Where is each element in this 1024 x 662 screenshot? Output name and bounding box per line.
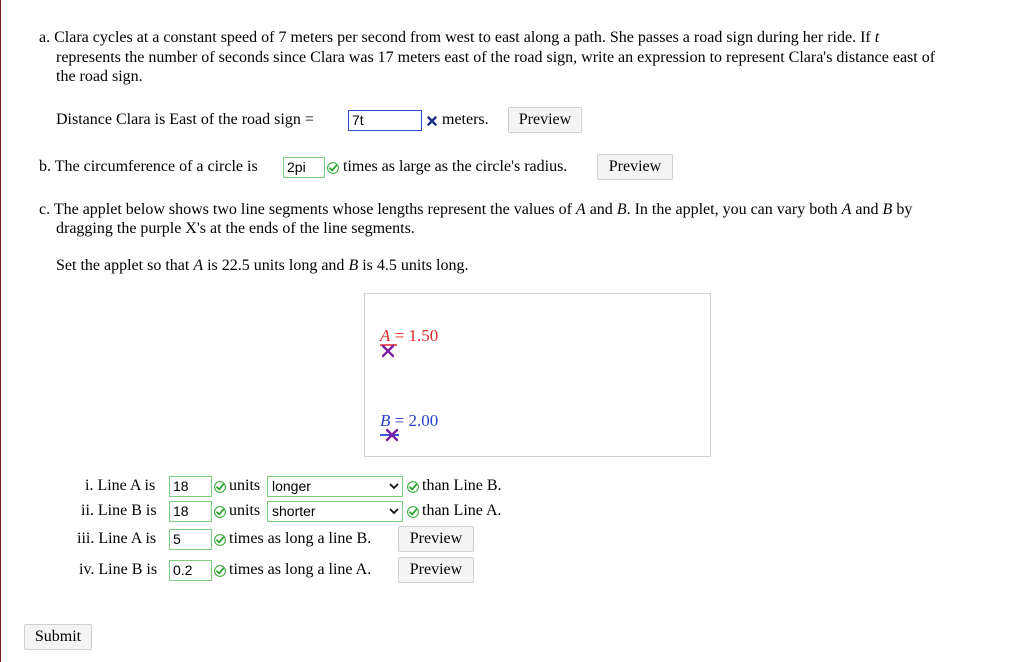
chevron-down-icon: [389, 507, 399, 515]
check-icon: [214, 565, 226, 577]
question-iv-prefix: iv. Line B is: [79, 561, 158, 578]
line-segment-applet[interactable]: [364, 293, 711, 457]
question-i-units: units: [229, 477, 261, 494]
part-c-line2: dragging the purple X's at the ends of the line segments.: [56, 220, 415, 237]
variable-a: A: [575, 201, 586, 218]
purple-x-handle-icon: [383, 346, 393, 356]
applet-b-label: B: [380, 411, 391, 430]
part-a-unit: meters.: [442, 111, 489, 128]
check-icon: [214, 534, 226, 546]
part-a-line3: the road sign.: [56, 68, 143, 85]
variable-b: B: [616, 201, 627, 218]
applet-a-value: = 1.50: [394, 326, 439, 345]
question-iv-answer-input[interactable]: 0.2: [169, 560, 212, 581]
applet-a-label: A: [380, 326, 391, 345]
question-ii-suffix: than Line A.: [422, 502, 502, 519]
question-iii-preview-button[interactable]: Preview: [398, 526, 474, 552]
check-icon: [327, 162, 339, 174]
part-c-line1: [39, 200, 912, 220]
part-c-set-instruction: [56, 256, 468, 276]
set-mid: is 22.5 units long and: [207, 257, 345, 274]
applet-b-value: = 2.00: [394, 411, 439, 430]
part-b-answer-input[interactable]: 2pi: [283, 157, 325, 178]
b-segment-handle[interactable]: [379, 427, 405, 443]
part-c-line1-end: by: [896, 201, 913, 218]
question-i-suffix: than Line B.: [422, 477, 502, 494]
variable-a-2: A: [841, 201, 852, 218]
check-icon: [407, 481, 419, 493]
part-a-prompt: Distance Clara is East of the road sign =: [56, 111, 314, 128]
part-c-line1-text: c. The applet below shows two line segments whose lengths represent the values of: [39, 201, 572, 218]
part-b-suffix: times as large as the circle's radius.: [343, 158, 568, 175]
question-ii-select-value: shorter: [272, 503, 316, 519]
question-iv-preview-button[interactable]: Preview: [398, 557, 474, 583]
submit-button[interactable]: Submit: [24, 624, 92, 650]
check-icon: [214, 481, 226, 493]
check-icon: [214, 506, 226, 518]
question-iii-suffix: times as long a line B.: [229, 530, 372, 547]
a-segment-handle[interactable]: [379, 342, 401, 358]
check-icon: [407, 506, 419, 518]
set-variable-b: B: [348, 257, 359, 274]
variable-t: t: [874, 29, 880, 46]
question-i-answer-input[interactable]: 18: [169, 476, 212, 497]
set-variable-a: A: [193, 257, 204, 274]
question-i-comparison-select[interactable]: [267, 476, 403, 497]
part-a-line2: represents the number of seconds since Clara was 17 meters east of the road sign, write an expression to represent Clara's distance east of: [56, 49, 936, 66]
question-ii-comparison-select[interactable]: [267, 501, 403, 522]
question-iii-prefix: iii. Line A is: [77, 530, 157, 547]
x-mark-icon: [427, 116, 437, 126]
question-iv-suffix: times as long a line A.: [229, 561, 372, 578]
part-b-prefix: b. The circumference of a circle is: [39, 158, 258, 175]
part-a-preview-button[interactable]: Preview: [508, 107, 582, 133]
and-word-2: and: [855, 201, 879, 218]
question-iii-answer-input[interactable]: 5: [169, 529, 212, 550]
set-prefix: Set the applet so that: [56, 257, 190, 274]
part-b-preview-button[interactable]: Preview: [597, 154, 673, 180]
set-suffix: is 4.5 units long.: [362, 257, 469, 274]
question-i-prefix: i. Line A is: [85, 477, 156, 494]
and-word: and: [589, 201, 613, 218]
part-c-line1-mid: . In the applet, you can vary both: [626, 201, 838, 218]
question-ii-answer-input[interactable]: 18: [169, 501, 212, 522]
question-ii-units: units: [229, 502, 261, 519]
question-ii-prefix: ii. Line B is: [81, 502, 157, 519]
part-a-line1: [39, 28, 879, 48]
variable-b-2: B: [882, 201, 893, 218]
question-i-select-value: longer: [272, 478, 311, 494]
chevron-down-icon: [389, 482, 399, 490]
part-a-answer-input[interactable]: 7t: [348, 110, 422, 131]
part-a-line1-text: a. Clara cycles at a constant speed of 7 meters per second from west to east along a path. She passes a road sign during her ride. If: [39, 29, 871, 46]
